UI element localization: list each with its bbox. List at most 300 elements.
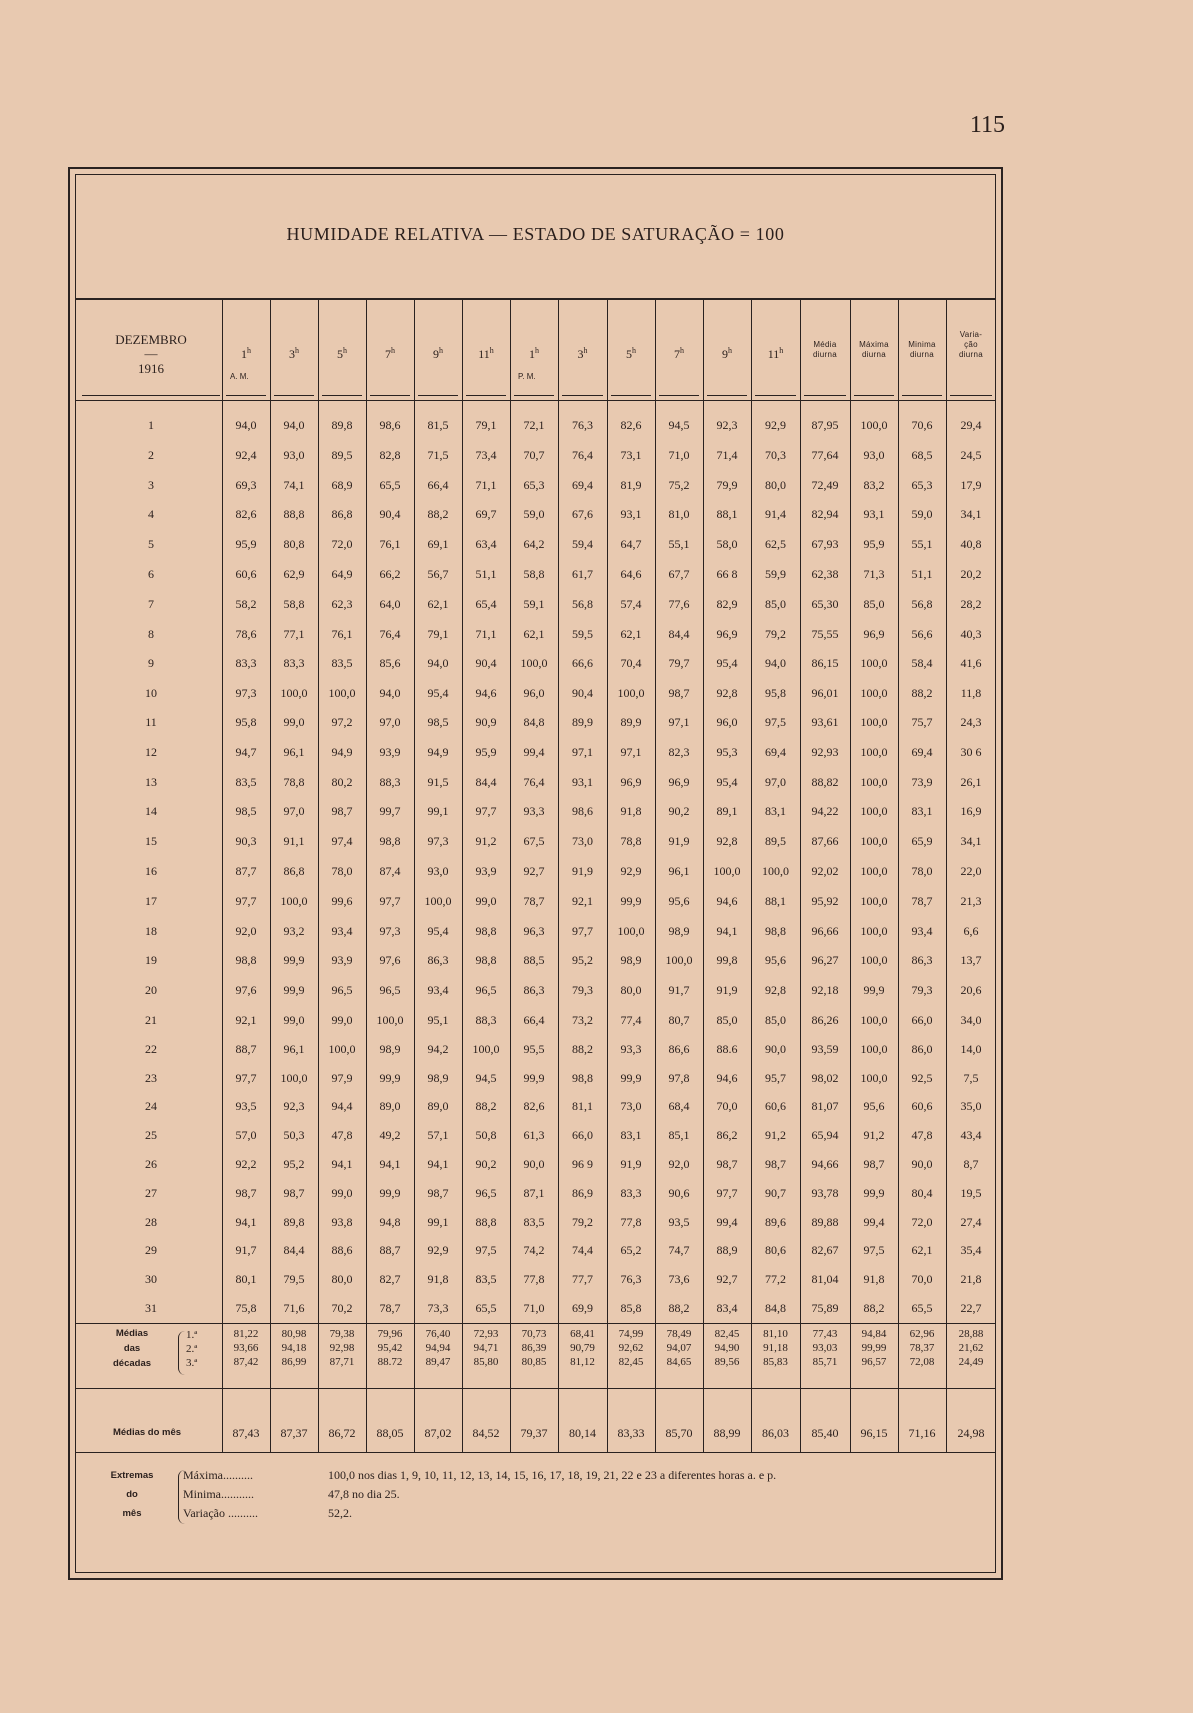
table-cell: 94,66 [811,1157,839,1171]
media-mes-cell: 85,70 [665,1426,693,1440]
row-day: 11 [145,715,157,729]
header-hour-underline [514,395,554,396]
media-mes-cell: 87,37 [280,1426,308,1440]
table-cell: 65,5 [911,1301,933,1315]
table-cell: 67,6 [572,507,593,522]
table-cell: 99,4 [523,744,545,759]
table-cell: 77,6 [668,596,690,611]
header-hour: 7$^h$ [674,346,684,361]
table-cell: 58,2 [235,596,257,611]
table-cell: 62,1 [620,626,642,641]
table-cell: 94,4 [331,1099,353,1114]
table-cell: 79,3 [572,983,593,998]
row-day: 30 [145,1272,157,1287]
row-day: 3 [148,477,154,492]
table-cell: 19,5 [960,1185,982,1200]
table-cell: 66,4 [523,1013,545,1027]
table-cell: 80,4 [911,1185,933,1200]
table-cell: 88,5 [523,953,545,968]
table-cell: 34,0 [960,1013,982,1027]
table-cell: 94,6 [716,1070,738,1085]
table-cell: 65,94 [811,1128,839,1143]
table-cell: 78,8 [620,834,642,849]
decada-cell: 72,93 [473,1328,499,1340]
decada-cell: 81,22 [233,1328,259,1340]
table-cell: 97,9 [331,1070,353,1085]
table-cell: 85,8 [620,1301,642,1315]
table-cell: 79,1 [475,418,497,432]
decada-cell: 94,71 [473,1342,499,1354]
table-cell: 99,7 [379,804,401,819]
table-cell: 96,9 [620,774,642,789]
table-cell: 92,1 [235,1013,257,1027]
header-month-underline [82,395,220,396]
table-cell: 64,9 [331,567,353,581]
table-cell: 64,6 [620,567,642,581]
header-hour: 9$^h$ [722,346,732,361]
table-cell: 86,2 [716,1128,738,1143]
table-cell: 59,1 [523,596,545,611]
decada-cell: 24,49 [958,1356,984,1368]
table-cell: 83,5 [475,1272,497,1287]
table-cell: 75,7 [911,715,933,729]
table-cell: 73,2 [572,1013,593,1027]
decada-cell: 85,83 [763,1356,788,1368]
table-cell: 83,1 [911,804,933,819]
decada-cell: 93,66 [233,1342,259,1354]
table-cell: 97,1 [620,744,642,759]
decadas-end-rule [75,1388,996,1389]
table-cell: 95,6 [863,1099,885,1114]
table-cell: 97,7 [379,893,401,908]
table-cell: 81,0 [668,507,690,522]
table-cell: 97,0 [379,715,401,729]
hour-suffix: h [583,346,588,355]
table-cell: 69,3 [235,477,257,492]
table-cell: 14,0 [960,1041,982,1056]
table-cell: 58,0 [716,537,738,552]
decada-cell: 85,80 [473,1356,499,1368]
table-cell: 72,1 [523,418,545,432]
table-cell: 80,1 [235,1272,257,1287]
table-cell: 75,2 [668,477,690,492]
table-cell: 93,0 [863,447,885,462]
table-cell: 89,88 [811,1214,839,1229]
table-cell: 96,01 [811,686,839,701]
table-cell: 79,2 [765,626,786,641]
table-cell: 97,5 [475,1243,497,1258]
table-cell: 69,4 [572,477,593,492]
table-cell: 71,4 [716,447,738,462]
table-cell: 47,8 [331,1128,353,1143]
table-cell: 92,93 [811,744,839,759]
decada-cell: 87,42 [233,1356,259,1368]
table-cell: 84,8 [765,1301,786,1315]
table-cell: 88,2 [668,1301,690,1315]
table-cell: 94,1 [331,1157,353,1171]
hour-suffix: h [489,346,494,355]
table-cell: 62,5 [765,537,786,552]
table-cell: 82,6 [235,507,257,522]
table-cell: 94,1 [427,1157,449,1171]
table-cell: 92,0 [668,1157,690,1171]
media-mes-cell: 86,03 [762,1426,789,1440]
table-cell: 93,3 [620,1041,642,1056]
header-dash: — [144,346,158,361]
table-cell: 96,1 [283,1041,305,1056]
table-cell: 98,7 [235,1185,257,1200]
table-cell: 93,1 [572,774,593,789]
table-cell: 100,0 [617,923,645,938]
row-day: 28 [145,1214,157,1229]
table-cell: 93,3 [523,804,545,819]
table-cell: 93,4 [331,923,353,938]
table-cell: 75,55 [811,626,839,641]
table-cell: 91,4 [765,507,786,522]
decada-cell: 84,65 [666,1356,692,1368]
table-cell: 95,3 [716,744,738,759]
table-cell: 91,9 [668,834,690,849]
table-cell: 87,1 [523,1185,545,1200]
table-cell: 66,4 [427,477,449,492]
table-cell: 77,2 [765,1272,786,1287]
table-cell: 50,8 [475,1128,497,1143]
table-cell: 94,1 [716,923,738,938]
table-cell: 100,0 [860,715,888,729]
table-cell: 55,1 [911,537,933,552]
table-cell: 73,6 [668,1272,690,1287]
table-cell: 94,1 [379,1157,401,1171]
table-cell: 81,04 [811,1272,839,1287]
decada-cell: 94,90 [714,1342,740,1354]
row-day: 26 [145,1157,157,1171]
table-cell: 96,27 [811,953,839,968]
table-cell: 85,0 [716,1013,738,1027]
hour-suffix: h [535,346,539,355]
decada-cell: 70,73 [521,1328,547,1340]
table-cell: 86,9 [572,1185,593,1200]
table-cell: 74,2 [523,1243,545,1258]
hour-suffix: h [295,346,299,355]
table-cell: 69,4 [765,744,786,759]
header-hour: 3$^h$ [289,346,299,361]
table-cell: 100,0 [860,893,888,908]
header-am: A. M. [230,372,249,381]
decada-cell: 21,62 [958,1342,984,1354]
table-cell: 86,26 [811,1013,839,1027]
table-title: HUMIDADE RELATIVA — ESTADO DE SATURAÇÃO = 100 [286,224,785,244]
table-cell: 96,5 [475,1185,497,1200]
table-cell: 95,8 [765,686,786,701]
media-mes-cell: 83,33 [617,1426,645,1440]
table-cell: 62,3 [331,596,353,611]
table-cell: 98,7 [283,1185,305,1200]
table-cell: 97,6 [379,953,401,968]
decada-cell: 92,98 [329,1342,355,1354]
table-cell: 100,0 [860,923,888,938]
table-cell: 98,02 [811,1070,839,1085]
table-cell: 83,3 [235,656,257,671]
table-cell: 58,8 [523,567,545,581]
table-cell: 97,3 [379,923,401,938]
header-stat-underline [804,395,846,396]
table-cell: 24,3 [960,715,982,729]
table-cell: 71,5 [427,447,449,462]
table-cell: 97,7 [475,804,497,819]
table-cell: 95,4 [427,686,449,701]
table-cell: 100,0 [713,864,741,878]
table-cell: 43,4 [960,1128,982,1143]
table-cell: 89,0 [427,1099,449,1114]
decada-cell: 82,45 [714,1328,740,1340]
table-cell: 84,8 [523,715,545,729]
table-cell: 89,6 [765,1214,786,1229]
extremas-label-3: mês [122,1508,142,1519]
table-cell: 88,7 [379,1243,401,1258]
media-mes-cell: 80,14 [569,1426,596,1440]
table-cell: 92,8 [765,983,786,998]
table-cell: 94,6 [716,893,738,908]
table-cell: 34,1 [960,834,982,849]
table-cell: 100,0 [860,686,888,701]
table-cell: 97,0 [283,804,305,819]
table-cell: 92,02 [811,864,839,878]
table-cell: 96,5 [331,983,353,998]
table-cell: 91,9 [572,864,593,878]
table-cell: 99,0 [475,893,497,908]
table-cell: 100,0 [280,1070,308,1085]
row-day: 10 [145,686,157,701]
table-cell: 84,4 [475,774,497,789]
header-hour-underline [322,395,362,396]
table-cell: 72,49 [811,477,839,492]
table-cell: 93,9 [379,744,401,759]
table-cell: 58,8 [283,596,305,611]
header-year: 1916 [138,361,164,376]
hour-suffix: h [391,346,395,355]
table-cell: 99,6 [331,893,353,908]
decadas-label-2: das [123,1343,141,1354]
table-cell: 93,1 [863,507,885,522]
table-cell: 34,1 [960,507,982,522]
table-cell: 79,7 [668,656,690,671]
table-cell: 97,1 [572,744,593,759]
row-day: 18 [145,923,157,938]
table-cell: 92,8 [716,686,738,701]
table-cell: 80,0 [620,983,642,998]
decada-cell: 87,71 [329,1356,355,1368]
decada-cell: 82,45 [618,1356,644,1368]
table-cell: 91,2 [863,1128,885,1143]
table-cell: 87,95 [811,418,839,432]
header-hour-underline [418,395,458,396]
table-cell: 98,9 [379,1041,401,1056]
table-cell: 96,9 [668,774,690,789]
row-day: 1 [148,418,154,432]
table-cell: 91,9 [716,983,738,998]
table-cell: 99,9 [523,1070,545,1085]
header-hour: 5$^h$ [626,346,636,361]
table-cell: 98,7 [427,1185,449,1200]
decada-cell: 94,07 [666,1342,692,1354]
table-cell: 92,7 [523,864,545,878]
table-cell: 96 9 [572,1157,593,1171]
header-stat-underline [950,395,992,396]
table-cell: 88.6 [716,1041,738,1056]
hour-suffix: h [343,346,347,355]
media-mes-cell: 79,37 [520,1426,548,1440]
table-cell: 73,3 [427,1301,449,1315]
table-cell: 93,5 [235,1099,257,1114]
table-cell: 89,8 [283,1214,305,1229]
table-cell: 96,0 [523,686,545,701]
table-cell: 20,6 [960,983,982,998]
table-cell: 41,6 [960,656,982,671]
table-cell: 94,0 [427,656,449,671]
table-cell: 93,0 [427,864,449,878]
table-cell: 100,0 [665,953,693,968]
table-cell: 77,7 [572,1272,593,1287]
table-cell: 76,3 [620,1272,642,1287]
table-cell: 67,93 [811,537,839,552]
header-hour-underline [611,395,651,396]
table-cell: 99,1 [427,1214,449,1229]
table-cell: 98,8 [379,834,401,849]
table-cell: 69,4 [911,744,933,759]
table-cell: 81,1 [572,1099,593,1114]
table-cell: 80,0 [765,477,786,492]
table-cell: 97,7 [235,893,257,908]
header-pm: P. M. [518,372,536,381]
table-cell: 88,1 [716,507,738,522]
table-cell: 98,7 [765,1157,786,1171]
table-cell: 88,3 [475,1013,497,1027]
table-cell: 81,07 [811,1099,839,1114]
table-cell: 76,1 [331,626,353,641]
header-hour: 1$^h$ [241,346,251,361]
row-day: 8 [148,626,154,641]
table-cell: 91,2 [765,1128,786,1143]
table-cell: 95,9 [863,537,885,552]
table-cell: 95,92 [811,893,839,908]
table-cell: 83,1 [620,1128,642,1143]
table-cell: 89,9 [572,715,593,729]
table-cell: 88,3 [379,774,401,789]
table-cell: 86,3 [911,953,933,968]
body-end-rule [75,1323,996,1324]
table-cell: 71,0 [523,1301,545,1315]
row-day: 24 [145,1099,157,1114]
table-cell: 26,1 [960,774,982,789]
table-cell: 94,9 [331,744,353,759]
table-cell: 79,9 [716,477,738,492]
table-cell: 94,5 [475,1070,497,1085]
table-cell: 97,7 [716,1185,738,1200]
decada-mark: 1.ª [186,1329,198,1341]
table-cell: 59,9 [765,567,786,581]
table-cell: 91,2 [475,834,497,849]
table-cell: 98,7 [863,1157,885,1171]
table-cell: 93,4 [911,923,933,938]
decada-cell: 88.72 [377,1356,403,1368]
media-mes-cell: 87,02 [424,1426,452,1440]
table-cell: 20,2 [960,567,982,581]
table-cell: 84,4 [668,626,690,641]
table-cell: 86,0 [911,1041,933,1056]
table-cell: 50,3 [283,1128,305,1143]
table-cell: 100,0 [472,1041,500,1056]
table-cell: 82,6 [620,418,642,432]
table-cell: 82,8 [379,447,401,462]
extremas-key: Máxima.......... [183,1468,253,1482]
table-cell: 83,3 [620,1185,642,1200]
decada-cell: 78,37 [909,1342,935,1354]
table-cell: 100,0 [860,774,888,789]
table-cell: 73,0 [572,834,593,849]
table-cell: 57,1 [427,1128,449,1143]
table-cell: 98,7 [668,686,690,701]
decada-cell: 80,85 [521,1356,547,1368]
table-cell: 100,0 [762,864,789,878]
table-cell: 96,9 [863,626,885,641]
table-cell: 91,8 [427,1272,449,1287]
table-cell: 69,9 [572,1301,593,1315]
table-cell: 21,3 [960,893,982,908]
table-cell: 66,6 [572,656,593,671]
media-mes-cell: 87,43 [232,1426,260,1440]
table-cell: 100,0 [280,686,308,701]
table-cell: 100,0 [860,656,888,671]
table-cell: 80,2 [331,774,353,789]
table-cell: 40,8 [960,537,982,552]
table-cell: 94,0 [765,656,786,671]
row-day: 25 [145,1128,157,1143]
table-cell: 85,1 [668,1128,690,1143]
decada-cell: 62,96 [909,1328,935,1340]
table-cell: 95,6 [765,953,786,968]
table-cell: 62,38 [811,567,839,581]
table-cell: 90,4 [379,507,401,522]
header-hour-underline [466,395,506,396]
table-cell: 99,9 [863,1185,885,1200]
table-cell: 66 8 [716,567,738,581]
table-cell: 99,9 [283,953,305,968]
decada-cell: 91,18 [763,1342,788,1354]
table-cell: 78,0 [331,864,353,878]
table-cell: 92,9 [620,864,642,878]
decada-cell: 79,96 [377,1328,403,1340]
decada-cell: 86,99 [281,1356,307,1368]
table-cell: 86,3 [523,983,545,998]
decada-cell: 94,84 [861,1328,887,1340]
decada-cell: 92,62 [618,1342,644,1354]
table-cell: 78,6 [235,626,257,641]
decada-cell: 79,38 [329,1328,355,1340]
table-cell: 56,8 [911,596,933,611]
table-cell: 79,2 [572,1214,593,1229]
table-cell: 80,8 [283,537,305,552]
table-cell: 90,0 [911,1157,933,1171]
table-cell: 68,5 [911,447,933,462]
table-cell: 93,9 [331,953,353,968]
table-cell: 70,4 [620,656,642,671]
header-hour-underline [755,395,796,396]
table-cell: 82,7 [379,1272,401,1287]
table-cell: 79,1 [427,626,449,641]
table-cell: 91,9 [620,1157,642,1171]
table-cell: 83,3 [283,656,305,671]
table-cell: 74,4 [572,1243,593,1258]
